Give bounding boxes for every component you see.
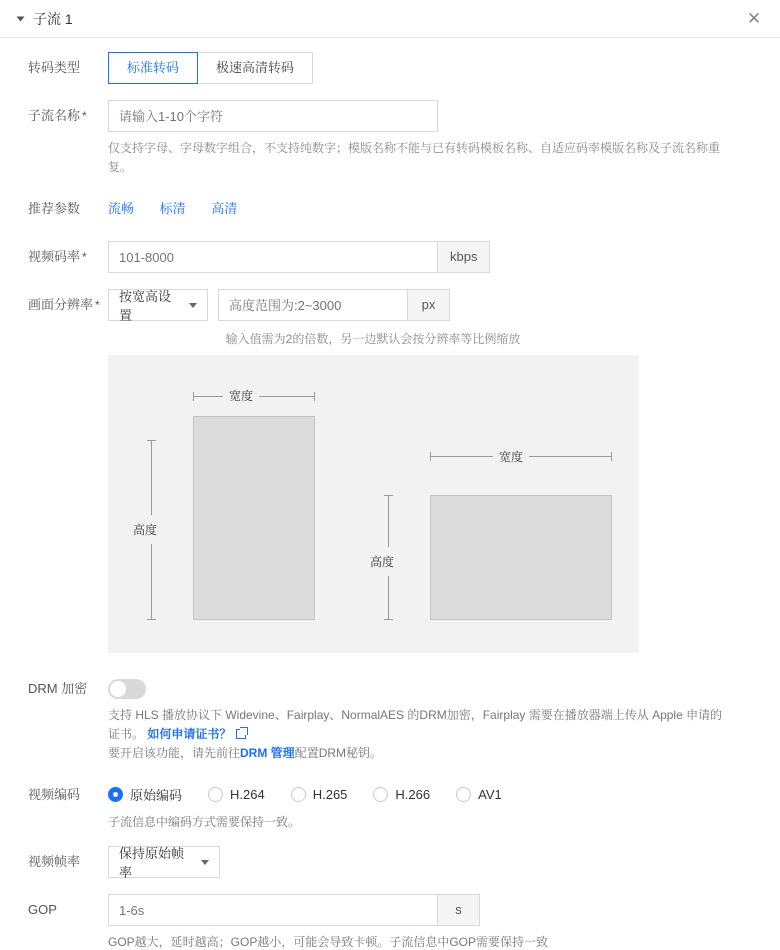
- label-video-codec: 视频编码: [28, 787, 81, 802]
- radio-icon: [208, 787, 223, 802]
- required-marker: *: [82, 109, 87, 123]
- triangle-down-icon[interactable]: [17, 16, 25, 21]
- label-video-bitrate: 视频码率 *: [28, 249, 87, 264]
- close-icon[interactable]: ✕: [746, 9, 762, 28]
- gop-group: [108, 894, 752, 926]
- transcode-type-standard[interactable]: 标准转码: [108, 52, 198, 84]
- label-gop: GOP: [28, 902, 57, 917]
- apply-certificate-link[interactable]: 如何申请证书？: [147, 727, 232, 741]
- tick: [193, 392, 194, 401]
- diagram-height-label-2: 高度: [370, 547, 394, 576]
- label-transcode-type: 转码类型: [28, 60, 81, 75]
- frame-rate-value: 保持原始帧率: [119, 846, 185, 880]
- codec-option-h264[interactable]: [208, 787, 265, 802]
- label-resolution: 画面分辨率 *: [28, 297, 100, 312]
- stream-name-hint: 仅支持字母、字母数字组合，不支持纯数字；模版名称不能与已有转码模板名称、自适应码率模版名称及子流名称重复。: [108, 141, 721, 174]
- drm-toggle[interactable]: [108, 679, 146, 699]
- radio-icon: [456, 787, 471, 802]
- row-transcode-type: [0, 52, 780, 84]
- drm-desc-part1: 支持 HLS 播放协议下 Widevine、Fairplay、NormalAES 的DRM加密，Fairplay 需要在播放器端上传从 Apple 申请的证书。: [108, 708, 723, 741]
- label-stream-name: 子流名称 *: [28, 108, 87, 123]
- row-video-codec: [0, 779, 780, 830]
- diagram-box-landscape: [430, 495, 612, 620]
- resolution-unit: px: [408, 289, 450, 321]
- drm-desc-part2-suffix: 配置DRM秘钥。: [294, 746, 383, 760]
- radio-icon: [373, 787, 388, 802]
- resolution-group: [108, 289, 752, 321]
- transcode-type-turbo-hd[interactable]: 极速高清转码: [197, 52, 313, 84]
- codec-label-av1: AV1: [478, 787, 502, 802]
- codec-option-original[interactable]: [108, 785, 182, 804]
- recommend-smooth-link[interactable]: 流畅: [108, 201, 135, 216]
- drm-desc-part2-prefix: 要开启该功能，请先前往: [108, 746, 241, 760]
- toggle-knob: [110, 681, 126, 697]
- resolution-hint: 输入值需为2的倍数，另一边默认会按分辨率等比例缩放: [225, 332, 521, 346]
- required-marker: *: [82, 250, 87, 264]
- chevron-down-icon: [201, 860, 209, 865]
- gop-input[interactable]: [108, 894, 438, 926]
- recommend-hd-link[interactable]: 高清: [211, 201, 238, 216]
- codec-option-h266[interactable]: [373, 787, 430, 802]
- codec-label-h265: H.265: [312, 787, 348, 802]
- video-codec-radio-group: [108, 779, 752, 804]
- chevron-down-icon: [189, 303, 197, 308]
- drm-management-link[interactable]: DRM 管理: [240, 746, 295, 760]
- recommend-params-links: [108, 193, 752, 225]
- settings-form: [0, 38, 780, 950]
- codec-option-h265[interactable]: [291, 787, 348, 802]
- row-recommend-params: [0, 193, 780, 225]
- frame-rate-select[interactable]: [108, 846, 220, 878]
- transcode-type-group: [108, 52, 752, 84]
- panel-header: [0, 0, 780, 38]
- codec-label-h266: H.266: [395, 787, 431, 802]
- resolution-value-input[interactable]: [218, 289, 408, 321]
- resolution-diagram: [108, 355, 639, 653]
- drm-description: [108, 706, 726, 763]
- row-gop: [0, 894, 780, 950]
- gop-unit: s: [438, 894, 480, 926]
- row-stream-name: [0, 100, 780, 177]
- video-bitrate-group: [108, 241, 752, 273]
- diagram-width-label-1: 宽度: [223, 387, 259, 404]
- row-resolution: [0, 289, 780, 653]
- label-frame-rate: 视频帧率: [28, 854, 81, 869]
- video-codec-note: 子流信息中编码方式需要保持一致。: [108, 815, 301, 829]
- codec-label-original: 原始编码: [130, 788, 183, 803]
- radio-icon: [108, 787, 123, 802]
- tick: [430, 452, 431, 461]
- recommend-sd-link[interactable]: 标清: [159, 201, 186, 216]
- resolution-mode-select[interactable]: [108, 289, 208, 321]
- video-bitrate-unit: kbps: [438, 241, 490, 273]
- tick: [147, 440, 156, 441]
- label-drm: DRM 加密: [28, 681, 88, 696]
- diagram-height-label-1: 高度: [133, 515, 157, 544]
- row-frame-rate: [0, 846, 780, 878]
- codec-option-av1[interactable]: [456, 787, 502, 802]
- required-marker: *: [95, 298, 100, 312]
- page-title: 子流 1: [33, 10, 73, 27]
- stream-name-input[interactable]: [108, 100, 438, 132]
- codec-label-h264: H.264: [230, 787, 265, 802]
- tick: [147, 619, 156, 620]
- gop-note: GOP越大，延时越高；GOP越小，可能会导致卡顿。子流信息中GOP需要保持一致: [108, 935, 549, 949]
- tick: [384, 495, 393, 496]
- tick: [314, 392, 315, 401]
- external-link-icon: [236, 729, 246, 739]
- label-recommend-params: 推荐参数: [28, 201, 81, 216]
- tick: [384, 619, 393, 620]
- diagram-width-label-2: 宽度: [493, 448, 529, 465]
- tick: [611, 452, 612, 461]
- row-drm: [0, 673, 780, 763]
- video-bitrate-input[interactable]: [108, 241, 438, 273]
- row-video-bitrate: [0, 241, 780, 273]
- radio-icon: [291, 787, 306, 802]
- diagram-box-portrait: [193, 416, 315, 620]
- resolution-mode-value: 按宽高设置: [119, 289, 172, 323]
